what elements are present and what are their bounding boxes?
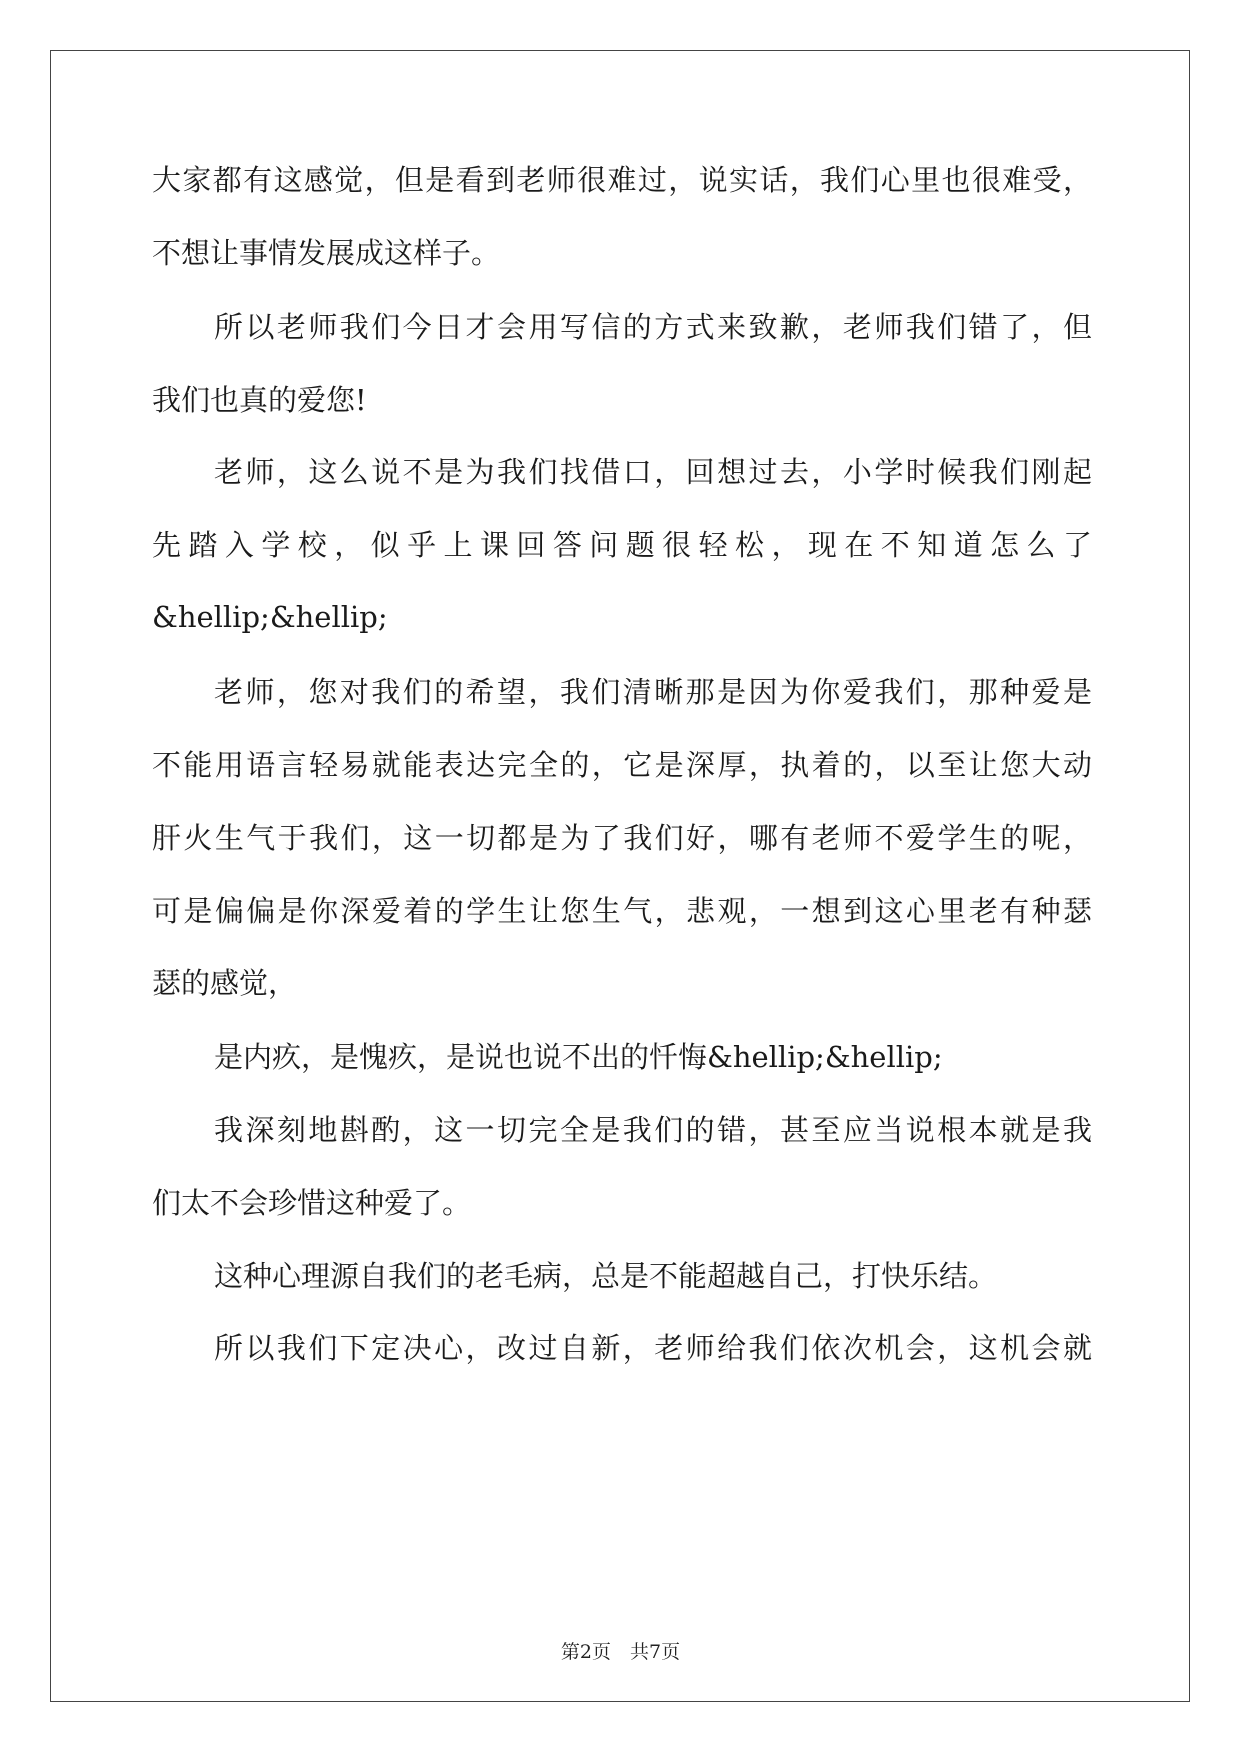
- text-line: 所以我们下定决心，改过自新，老师给我们依次机会，这机会就: [214, 1331, 1092, 1365]
- text-line: 这种心理源自我们的老毛病，总是不能超越自己，打快乐结。: [214, 1259, 998, 1293]
- text-line: 老师，这么说不是为我们找借口，回想过去，小学时候我们刚起: [214, 455, 1092, 489]
- text-line: 不能用语言轻易就能表达完全的，它是深厚，执着的，以至让您大动: [152, 748, 1092, 782]
- text-line: 不想让事情发展成这样子。: [152, 236, 501, 270]
- text-line: 我深刻地斟酌，这一切完全是我们的错，甚至应当说根本就是我: [214, 1113, 1092, 1147]
- text-line: 肝火生气于我们，这一切都是为了我们好，哪有老师不爱学生的呢，: [152, 821, 1092, 855]
- text-line: 是内疚，是愧疚，是说也说不出的忏悔&hellip;&hellip;: [214, 1040, 943, 1074]
- text-line: 我们也真的爱您!: [152, 383, 367, 417]
- text-line: 所以老师我们今日才会用写信的方式来致歉，老师我们错了，但: [214, 310, 1092, 344]
- page-border: [50, 50, 1190, 1702]
- text-line: 们太不会珍惜这种爱了。: [152, 1186, 472, 1220]
- text-line: 可是偏偏是你深爱着的学生让您生气，悲观，一想到这心里老有种瑟: [152, 894, 1092, 928]
- page-number: 第2页 共7页: [560, 1641, 681, 1663]
- text-line: 先踏入学校，似乎上课回答问题很轻松，现在不知道怎么了: [152, 528, 1092, 562]
- text-line: 瑟的感觉，: [152, 966, 298, 1000]
- text-line: 老师，您对我们的希望，我们清晰那是因为你爱我们，那种爱是: [214, 675, 1092, 709]
- text-line: 大家都有这感觉，但是看到老师很难过，说实话，我们心里也很难受，: [152, 163, 1092, 197]
- text-line: &hellip;&hellip;: [152, 600, 388, 634]
